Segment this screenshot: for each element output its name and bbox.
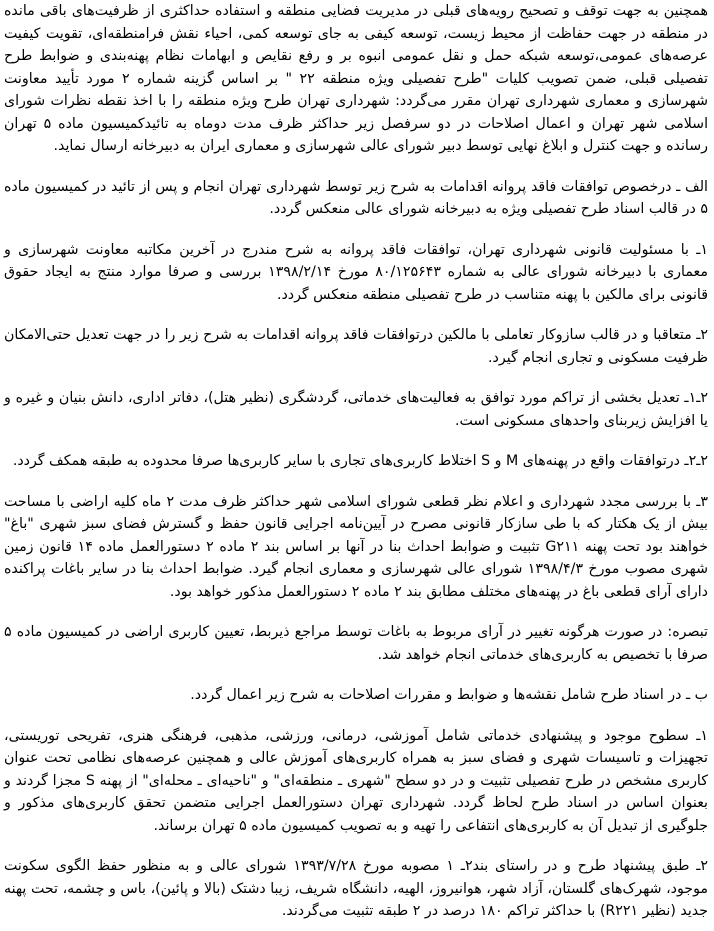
section-be-heading: ب ـ در اسناد طرح شامل نقشه‌ها و ضوابط و مقررات اصلاحات به شرح زیر اعمال گردد. <box>190 687 708 703</box>
item-3-paragraph: ۳ـ با بررسی مجدد شهرداری و اعلام نظر قطعی شورای اسلامی شهر حداکثر ظرف مدت ۲ ماه کلیه اراضی با مساحت بیش از یک هکتار که با طی سازکار قانونی مصرح در آیین‌نامه اجرایی قانون حفظ و گسترش فضای سبز شهری "باغ" خواهند بود تحت پهنه G۲۱۱ تثبیت و ضوابط احداث بنا در آنها بر اساس بند ۲ ماده ۲ دستورالعمل ماده ۱۴ قانون زمین شهری مصوب مورخ ۱۳۹۸/۴/۳ شورای عالی شهرسازی و معماری انجام گیرد. ضوابط احداث بنا در سایر باغات پراکنده دارای آرای قطعی باغ در پهنه‌های مختلف مطابق بند ۲ ماده ۲ دستورالعمل مذکور خواهد بود. <box>4 493 708 600</box>
intro-paragraph: همچنین به جهت توقف و تصحیح رویه‌های قبلی در مدیریت فضایی منطقه و استفاده حداکثری از ظرفیت‌های باقی مانده در منطقه در جهت حفاظت از محیط زیست، توسعه کیفی به جای توسعه کمی، احیاء نقش فرامنطقه‌ای، تقویت کیفیت عرصه‌های عمومی،توسعه شبکه حمل و نقل عمومی انبوه بر و رفع نقایص و ابهامات نظام پهنه‌بندی و ضوابط طرح تفصیلی قبلی، ضمن تصویب کلیات "طرح تفصیلی ویژه منطقه ۲۲ " بر اساس گزینه شماره ۲ مورد تأیید معاونت شهرسازی و معماری شهرداری تهران مقرر می‌گردد: شهرداری تهران طرح ویژه منطقه را با اخذ نقطه نظرات شورای اسلامی شهر تهران و اعمال اصلاحات در دو سرفصل زیر حداکثر ظرف مدت دوماه به تائیدکمیسیون ماده ۵ تهران رسانده و جهت کنترل و ابلاغ نهایی توسط دبیر شورای عالی شهرسازی و معماری ایران به دبیرخانه ارسال نماید. <box>4 3 709 154</box>
section-alef-heading: الف ـ درخصوص توافقات فاقد پروانه اقدامات به شرح زیر توسط شهرداری تهران انجام و پس از تائید در کمیسیون ماده ۵ در قالب اسناد طرح تفصیلی ویژه به دبیرخانه شورای عالی منعکس گردد. <box>4 178 708 217</box>
note-paragraph: تبصره: در صورت هرگونه تغییر در آرای مربوط به باغات توسط مراجع ذیربط، تعیین کاربری اراضی در کمیسیون ماده ۵ صرفا با تخصیص به کاربری‌های خدماتی انجام خواهد شد. <box>4 624 708 663</box>
section-be-item-2-paragraph: ۲ـ طبق پیشنهاد طرح و در راستای بند۲ـ ۱ مصوبه مورخ ۱۳۹۳/۷/۲۸ شورای عالی و به منظور حفظ الگوی سکونت موجود، شهرک‌های گلستان، آزاد شهر، هوانیروز، الهیه، دانشگاه شریف، زیبا دشتک (بالا و پائین)، باس و چشمه، تحت پهنه جدید (نظیر R۲۲۱) با حداکثر تراکم ۱۸۰ درصد در ۲ طبقه تثبیت می‌گردند. <box>4 858 708 919</box>
item-1-paragraph: ۱ـ با مسئولیت قانونی شهرداری تهران، توافقات فاقد پروانه به شرح مندرج در آخرین مکاتبه معاونت شهرسازی و معماری با دبیرخانه شورای عالی به شماره ۸۰/۱۲۵۶۴۳ مورخ ۱۳۹۸/۲/۱۴ بررسی و صرفا موارد منتج به ایجاد حقوق قانونی برای مالکین با پهنه متناسب در طرح تفصیلی منطقه منعکس گردد. <box>4 241 709 303</box>
item-2-paragraph: ۲ـ متعاقبا و در قالب سازوکار تعاملی با مالکین درتوافقات فاقد پروانه اقدامات به شرح زیر را در جهت تعدیل حتی‌الامکان ظرفیت مسکونی و تجاری انجام گیرد. <box>4 327 708 366</box>
item-2-1-paragraph: ۲ـ۱ـ تعدیل بخشی از تراکم مورد توافق به فعالیت‌های خدماتی، گردشگری (نظیر هتل)، دفاتر اداری، دانش بنیان و غیره و یا افزایش زیربنای واحدهای مسکونی است. <box>4 390 708 429</box>
item-2-2-paragraph: ۲ـ۲ـ درتوافقات واقع در پهنه‌های M و S اختلاط کاربری‌های تجاری با سایر کاربری‌ها صرفا محدوده به طبقه همکف گردد. <box>12 453 708 469</box>
section-be-item-1-paragraph: ۱ـ سطوح موجود و پیشنهادی خدماتی شامل آموزشی، درمانی، ورزشی، مذهبی، فرهنگی هنری، تفریحی توریستی، تجهیزات و تاسیسات شهری و فضای سبز به همراه کاربری‌های آموزش عالی و همچنین عرصه‌های نظامی تحت عنوان کاربری مشخص در طرح تفصیلی تثبیت و در دو سطح "شهری ـ منطقه‌ای" و "ناحیه‌ای ـ محله‌ای" از پهنه S مجزا گردند و بعنوان اساس در اسناد طرح لحاظ گردد. شهرداری تهران دستورالعمل اجرایی متضمن تحقق کاربری‌های مذکور و جلوگیری از تبدیل آن به کاربری‌های انتفاعی را تهیه و به تصویب کمیسیون ماده ۵ تهران برساند. <box>4 727 708 834</box>
